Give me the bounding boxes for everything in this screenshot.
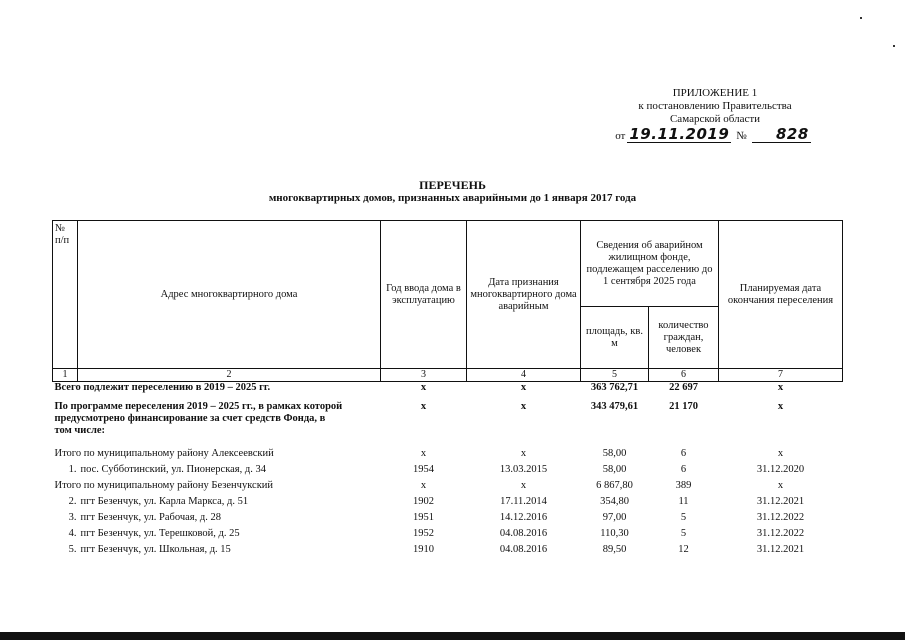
document-title: ПЕРЕЧЕНЬ — [419, 178, 486, 192]
house-area: 110,30 — [600, 527, 629, 539]
district-area: 6 867,80 — [596, 479, 633, 491]
house-end-date: 31.12.2022 — [756, 527, 805, 539]
house-address: пос. Субботинский, ул. Пионерская, д. 34 — [80, 463, 266, 475]
column-number: 5 — [581, 369, 649, 382]
house-people: 6 — [680, 463, 687, 475]
house-address: пгт Безенчук, ул. Школьная, д. 15 — [80, 543, 231, 555]
column-number: 7 — [719, 369, 843, 382]
header-people: количество граждан, человек — [649, 307, 719, 369]
column-number: 1 — [53, 369, 78, 382]
emergency-houses-table — [52, 220, 843, 560]
column-number: 4 — [467, 369, 581, 382]
district-label: Итого по муниципальному району Безенчукский — [54, 479, 274, 491]
appendix-region-line: Самарской области — [669, 113, 761, 125]
district-end: x — [777, 479, 784, 491]
district-year: x — [420, 479, 427, 491]
district-date: x — [520, 479, 527, 491]
header-num: № п/п — [53, 221, 78, 369]
total-end: x — [777, 382, 784, 393]
table-row — [53, 528, 843, 544]
row-number: 2. — [68, 495, 77, 507]
house-people: 12 — [678, 543, 689, 555]
header-area: площадь, кв. м — [581, 307, 649, 369]
program-people: 21 170 — [669, 400, 698, 412]
total-date: x — [520, 382, 527, 393]
house-end-date: 31.12.2020 — [756, 463, 805, 475]
header-housing-info: Сведения об аварийном жилищном фонде, подлежащем расселению до 1 сентября 2025 года — [581, 221, 719, 307]
program-area: 343 479,61 — [590, 400, 639, 412]
district-people: 389 — [675, 479, 692, 491]
district-total-row — [53, 480, 843, 496]
table-row — [53, 496, 843, 512]
total-area: 363 762,71 — [590, 382, 639, 393]
scan-bottom-edge — [0, 632, 905, 640]
house-year: 1954 — [413, 463, 434, 475]
house-address-cell — [53, 528, 381, 544]
house-recognition-date: 14.12.2016 — [499, 511, 548, 523]
appendix-title: ПРИЛОЖЕНИЕ 1 — [672, 87, 758, 99]
program-end: x — [777, 400, 784, 412]
house-people: 11 — [678, 495, 689, 507]
row-number: 4. — [68, 527, 77, 539]
program-row — [53, 396, 843, 448]
house-people: 5 — [680, 527, 687, 539]
program-year: x — [420, 400, 427, 412]
row-number: 5. — [68, 543, 77, 555]
row-number: 1. — [68, 463, 77, 475]
column-number: 6 — [649, 369, 719, 382]
house-recognition-date: 04.08.2016 — [499, 527, 548, 539]
column-numbers-row — [53, 369, 843, 382]
resolution-date-number-line — [600, 127, 830, 143]
house-address: пгт Безенчук, ул. Терешковой, д. 25 — [80, 527, 240, 539]
house-end-date: 31.12.2021 — [756, 543, 805, 555]
table-row — [53, 544, 843, 560]
column-number: 2 — [78, 369, 381, 382]
scan-speck — [893, 45, 895, 47]
house-end-date: 31.12.2022 — [756, 511, 805, 523]
total-year: x — [420, 382, 427, 393]
district-date: x — [520, 447, 527, 459]
house-area: 97,00 — [602, 511, 627, 523]
from-label: от — [615, 130, 626, 142]
house-address: пгт Безенчук, ул. Карла Маркса, д. 51 — [80, 495, 249, 507]
row-number: 3. — [68, 511, 77, 523]
handwritten-date: 19.11.2019 — [629, 125, 730, 143]
district-area: 58,00 — [602, 447, 627, 459]
district-label: Итого по муниципальному району Алексеевский — [54, 447, 274, 459]
document-subtitle: многоквартирных домов, признанных аварийными до 1 января 2017 года — [268, 192, 637, 204]
house-recognition-date: 04.08.2016 — [499, 543, 548, 555]
appendix-header — [600, 87, 830, 143]
header-end-date: Планируемая дата окончания переселения — [719, 221, 843, 369]
district-total-row — [53, 448, 843, 464]
district-end: x — [777, 447, 784, 459]
house-area: 354,80 — [600, 495, 629, 507]
house-address-cell — [53, 544, 381, 560]
total-label: Всего подлежит переселению в 2019 – 2025 гг. — [54, 382, 271, 393]
house-recognition-date: 13.03.2015 — [499, 463, 548, 475]
program-date: x — [520, 400, 527, 412]
house-people: 5 — [680, 511, 687, 523]
total-row — [53, 382, 843, 396]
house-address-cell — [53, 496, 381, 512]
district-people: 6 — [680, 447, 687, 459]
district-year: x — [420, 447, 427, 459]
house-year: 1952 — [413, 527, 434, 539]
appendix-resolution-line: к постановлению Правительства — [638, 100, 792, 112]
house-year: 1951 — [413, 511, 434, 523]
scan-speck — [860, 17, 862, 19]
program-label: По программе переселения 2019 – 2025 гг., в рамках которой предусмотрено финансирование за счет средств Фонда, в том числе: — [54, 400, 343, 436]
house-address: пгт Безенчук, ул. Рабочая, д. 28 — [80, 511, 221, 523]
header-year: Год ввода дома в эксплуатацию — [381, 221, 467, 369]
house-address-cell — [53, 464, 381, 480]
house-year: 1902 — [413, 495, 434, 507]
house-area: 89,50 — [602, 543, 627, 555]
house-area: 58,00 — [602, 463, 627, 475]
number-label: № — [736, 130, 747, 142]
house-address-cell — [53, 512, 381, 528]
table-row — [53, 464, 843, 480]
header-recognition-date: Дата признания многоквартирного дома аварийным — [467, 221, 581, 369]
house-year: 1910 — [413, 543, 434, 555]
column-number: 3 — [381, 369, 467, 382]
header-address: Адрес многоквартирного дома — [78, 221, 381, 369]
handwritten-number: 828 — [752, 127, 811, 143]
table-row — [53, 512, 843, 528]
house-end-date: 31.12.2021 — [756, 495, 805, 507]
house-recognition-date: 17.11.2014 — [500, 495, 547, 507]
total-people: 22 697 — [669, 382, 698, 393]
